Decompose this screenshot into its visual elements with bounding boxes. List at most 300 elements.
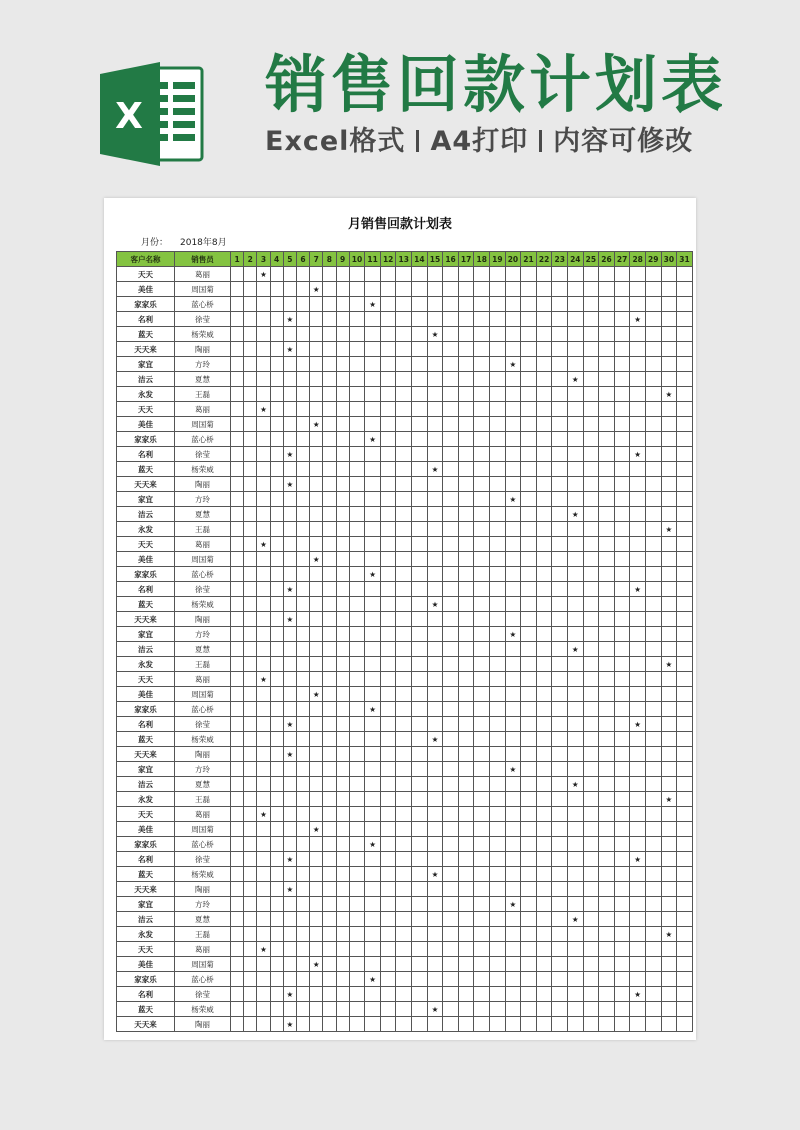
day-cell[interactable] bbox=[244, 327, 257, 342]
day-cell[interactable] bbox=[244, 687, 257, 702]
day-cell[interactable] bbox=[474, 522, 490, 537]
day-cell[interactable] bbox=[568, 972, 584, 987]
day-cell[interactable] bbox=[270, 792, 283, 807]
day-cell[interactable] bbox=[599, 1002, 615, 1017]
day-cell[interactable] bbox=[568, 852, 584, 867]
day-cell[interactable] bbox=[614, 492, 630, 507]
day-cell[interactable] bbox=[630, 672, 646, 687]
day-cell[interactable] bbox=[614, 807, 630, 822]
day-cell[interactable] bbox=[365, 537, 381, 552]
day-cell[interactable] bbox=[536, 762, 552, 777]
day-cell[interactable] bbox=[380, 507, 396, 522]
day-cell[interactable] bbox=[677, 732, 693, 747]
day-cell[interactable] bbox=[244, 792, 257, 807]
day-cell[interactable] bbox=[257, 972, 270, 987]
day-cell[interactable] bbox=[505, 612, 521, 627]
day-cell[interactable] bbox=[583, 417, 599, 432]
day-cell[interactable] bbox=[244, 417, 257, 432]
day-cell[interactable] bbox=[296, 717, 309, 732]
day-cell[interactable] bbox=[296, 1017, 309, 1032]
day-cell[interactable] bbox=[231, 762, 244, 777]
day-cell[interactable] bbox=[599, 912, 615, 927]
payment-star-cell[interactable]: ★ bbox=[661, 522, 677, 537]
payment-star-cell[interactable]: ★ bbox=[257, 402, 270, 417]
day-cell[interactable] bbox=[231, 537, 244, 552]
day-cell[interactable] bbox=[474, 672, 490, 687]
day-cell[interactable] bbox=[490, 492, 506, 507]
salesperson-cell[interactable]: 徐莹 bbox=[175, 312, 231, 327]
day-cell[interactable] bbox=[458, 837, 474, 852]
day-cell[interactable] bbox=[552, 1002, 568, 1017]
day-cell[interactable] bbox=[412, 387, 428, 402]
day-cell[interactable] bbox=[365, 912, 381, 927]
day-cell[interactable] bbox=[583, 312, 599, 327]
day-cell[interactable] bbox=[380, 522, 396, 537]
day-cell[interactable] bbox=[257, 822, 270, 837]
day-cell[interactable] bbox=[270, 912, 283, 927]
day-cell[interactable] bbox=[396, 837, 412, 852]
day-cell[interactable] bbox=[427, 552, 443, 567]
payment-star-cell[interactable]: ★ bbox=[630, 987, 646, 1002]
day-cell[interactable] bbox=[257, 612, 270, 627]
day-cell[interactable] bbox=[568, 837, 584, 852]
day-cell[interactable] bbox=[349, 867, 365, 882]
day-cell[interactable] bbox=[458, 342, 474, 357]
day-cell[interactable] bbox=[677, 327, 693, 342]
day-cell[interactable] bbox=[244, 702, 257, 717]
day-cell[interactable] bbox=[474, 582, 490, 597]
day-cell[interactable] bbox=[490, 687, 506, 702]
day-cell[interactable] bbox=[677, 1017, 693, 1032]
day-cell[interactable] bbox=[536, 462, 552, 477]
day-cell[interactable] bbox=[661, 402, 677, 417]
day-cell[interactable] bbox=[244, 507, 257, 522]
day-cell[interactable] bbox=[614, 537, 630, 552]
day-cell[interactable] bbox=[396, 357, 412, 372]
day-cell[interactable] bbox=[568, 342, 584, 357]
day-cell[interactable] bbox=[396, 882, 412, 897]
day-cell[interactable] bbox=[349, 342, 365, 357]
day-cell[interactable] bbox=[231, 957, 244, 972]
day-cell[interactable] bbox=[505, 507, 521, 522]
day-cell[interactable] bbox=[474, 897, 490, 912]
day-cell[interactable] bbox=[427, 492, 443, 507]
day-cell[interactable] bbox=[490, 867, 506, 882]
salesperson-cell[interactable]: 方玲 bbox=[175, 357, 231, 372]
day-cell[interactable] bbox=[296, 342, 309, 357]
day-cell[interactable] bbox=[323, 717, 336, 732]
day-cell[interactable] bbox=[380, 852, 396, 867]
day-cell[interactable] bbox=[599, 747, 615, 762]
day-cell[interactable] bbox=[396, 507, 412, 522]
day-cell[interactable] bbox=[614, 582, 630, 597]
day-cell[interactable] bbox=[490, 567, 506, 582]
day-cell[interactable] bbox=[568, 1002, 584, 1017]
day-cell[interactable] bbox=[231, 1017, 244, 1032]
day-cell[interactable] bbox=[568, 732, 584, 747]
day-cell[interactable] bbox=[474, 462, 490, 477]
day-cell[interactable] bbox=[427, 522, 443, 537]
day-cell[interactable] bbox=[336, 1002, 349, 1017]
day-cell[interactable] bbox=[310, 837, 323, 852]
salesperson-cell[interactable]: 周国菊 bbox=[175, 282, 231, 297]
day-cell[interactable] bbox=[583, 267, 599, 282]
day-cell[interactable] bbox=[310, 627, 323, 642]
day-cell[interactable] bbox=[474, 267, 490, 282]
payment-star-cell[interactable]: ★ bbox=[661, 387, 677, 402]
customer-cell[interactable]: 美佳 bbox=[117, 687, 175, 702]
day-cell[interactable] bbox=[474, 747, 490, 762]
day-cell[interactable] bbox=[349, 507, 365, 522]
day-cell[interactable] bbox=[614, 297, 630, 312]
salesperson-cell[interactable]: 葛丽 bbox=[175, 402, 231, 417]
day-cell[interactable] bbox=[458, 657, 474, 672]
day-cell[interactable] bbox=[310, 852, 323, 867]
day-cell[interactable] bbox=[630, 912, 646, 927]
salesperson-cell[interactable]: 杨荣威 bbox=[175, 1002, 231, 1017]
day-cell[interactable] bbox=[323, 477, 336, 492]
day-cell[interactable] bbox=[474, 567, 490, 582]
day-cell[interactable] bbox=[283, 282, 296, 297]
day-cell[interactable] bbox=[521, 477, 537, 492]
day-cell[interactable] bbox=[645, 567, 661, 582]
day-cell[interactable] bbox=[336, 1017, 349, 1032]
day-cell[interactable] bbox=[396, 807, 412, 822]
day-cell[interactable] bbox=[443, 732, 459, 747]
day-cell[interactable] bbox=[677, 792, 693, 807]
day-cell[interactable] bbox=[677, 972, 693, 987]
day-cell[interactable] bbox=[443, 537, 459, 552]
day-cell[interactable] bbox=[244, 537, 257, 552]
payment-star-cell[interactable]: ★ bbox=[310, 687, 323, 702]
day-cell[interactable] bbox=[323, 897, 336, 912]
day-cell[interactable] bbox=[365, 387, 381, 402]
day-cell[interactable] bbox=[396, 447, 412, 462]
day-cell[interactable] bbox=[552, 327, 568, 342]
day-cell[interactable] bbox=[323, 282, 336, 297]
day-cell[interactable] bbox=[552, 732, 568, 747]
day-cell[interactable] bbox=[521, 342, 537, 357]
day-cell[interactable] bbox=[552, 582, 568, 597]
day-cell[interactable] bbox=[296, 282, 309, 297]
day-cell[interactable] bbox=[521, 927, 537, 942]
payment-star-cell[interactable]: ★ bbox=[283, 747, 296, 762]
day-cell[interactable] bbox=[231, 837, 244, 852]
day-cell[interactable] bbox=[270, 552, 283, 567]
day-cell[interactable] bbox=[323, 807, 336, 822]
day-cell[interactable] bbox=[521, 777, 537, 792]
day-cell[interactable] bbox=[536, 282, 552, 297]
day-cell[interactable] bbox=[474, 357, 490, 372]
day-cell[interactable] bbox=[323, 957, 336, 972]
day-cell[interactable] bbox=[380, 912, 396, 927]
day-cell[interactable] bbox=[412, 717, 428, 732]
day-cell[interactable] bbox=[505, 297, 521, 312]
day-cell[interactable] bbox=[614, 777, 630, 792]
day-cell[interactable] bbox=[380, 627, 396, 642]
day-cell[interactable] bbox=[521, 552, 537, 567]
day-cell[interactable] bbox=[630, 402, 646, 417]
day-cell[interactable] bbox=[661, 702, 677, 717]
day-cell[interactable] bbox=[443, 507, 459, 522]
day-cell[interactable] bbox=[614, 432, 630, 447]
day-cell[interactable] bbox=[365, 507, 381, 522]
day-cell[interactable] bbox=[412, 372, 428, 387]
day-cell[interactable] bbox=[380, 732, 396, 747]
day-cell[interactable] bbox=[244, 1002, 257, 1017]
day-cell[interactable] bbox=[474, 1002, 490, 1017]
day-cell[interactable] bbox=[599, 297, 615, 312]
day-cell[interactable] bbox=[583, 1017, 599, 1032]
day-cell[interactable] bbox=[336, 687, 349, 702]
salesperson-cell[interactable]: 蓝心桥 bbox=[175, 297, 231, 312]
day-cell[interactable] bbox=[505, 837, 521, 852]
day-cell[interactable] bbox=[458, 312, 474, 327]
day-cell[interactable] bbox=[677, 522, 693, 537]
day-cell[interactable] bbox=[614, 717, 630, 732]
day-cell[interactable] bbox=[257, 447, 270, 462]
payment-star-cell[interactable]: ★ bbox=[257, 267, 270, 282]
day-cell[interactable] bbox=[614, 702, 630, 717]
day-cell[interactable] bbox=[599, 792, 615, 807]
day-cell[interactable] bbox=[296, 942, 309, 957]
day-cell[interactable] bbox=[396, 897, 412, 912]
day-cell[interactable] bbox=[630, 657, 646, 672]
day-cell[interactable] bbox=[583, 342, 599, 357]
day-cell[interactable] bbox=[505, 477, 521, 492]
customer-cell[interactable]: 天天 bbox=[117, 942, 175, 957]
payment-star-cell[interactable]: ★ bbox=[427, 327, 443, 342]
day-cell[interactable] bbox=[661, 417, 677, 432]
day-cell[interactable] bbox=[583, 447, 599, 462]
day-cell[interactable] bbox=[380, 447, 396, 462]
day-cell[interactable] bbox=[283, 537, 296, 552]
day-cell[interactable] bbox=[412, 477, 428, 492]
day-cell[interactable] bbox=[599, 657, 615, 672]
salesperson-cell[interactable]: 陶丽 bbox=[175, 747, 231, 762]
day-cell[interactable] bbox=[380, 762, 396, 777]
day-cell[interactable] bbox=[349, 297, 365, 312]
customer-cell[interactable]: 美佳 bbox=[117, 552, 175, 567]
day-cell[interactable] bbox=[412, 282, 428, 297]
day-cell[interactable] bbox=[427, 357, 443, 372]
day-cell[interactable] bbox=[677, 567, 693, 582]
customer-cell[interactable]: 天天 bbox=[117, 807, 175, 822]
day-cell[interactable] bbox=[443, 972, 459, 987]
day-cell[interactable] bbox=[599, 432, 615, 447]
day-cell[interactable] bbox=[458, 777, 474, 792]
day-cell[interactable] bbox=[323, 432, 336, 447]
day-cell[interactable] bbox=[614, 522, 630, 537]
day-cell[interactable] bbox=[323, 747, 336, 762]
day-cell[interactable] bbox=[536, 417, 552, 432]
day-cell[interactable] bbox=[323, 687, 336, 702]
day-cell[interactable] bbox=[536, 297, 552, 312]
day-cell[interactable] bbox=[661, 432, 677, 447]
day-cell[interactable] bbox=[614, 567, 630, 582]
day-cell[interactable] bbox=[661, 492, 677, 507]
day-cell[interactable] bbox=[568, 942, 584, 957]
payment-star-cell[interactable]: ★ bbox=[661, 792, 677, 807]
day-cell[interactable] bbox=[296, 732, 309, 747]
day-cell[interactable] bbox=[336, 657, 349, 672]
day-cell[interactable] bbox=[270, 672, 283, 687]
day-cell[interactable] bbox=[231, 792, 244, 807]
day-cell[interactable] bbox=[599, 882, 615, 897]
day-cell[interactable] bbox=[365, 552, 381, 567]
day-cell[interactable] bbox=[630, 837, 646, 852]
customer-cell[interactable]: 洁云 bbox=[117, 912, 175, 927]
day-cell[interactable] bbox=[505, 432, 521, 447]
customer-cell[interactable]: 蓝天 bbox=[117, 327, 175, 342]
day-cell[interactable] bbox=[323, 762, 336, 777]
day-cell[interactable] bbox=[310, 882, 323, 897]
day-cell[interactable] bbox=[458, 372, 474, 387]
day-cell[interactable] bbox=[677, 597, 693, 612]
day-cell[interactable] bbox=[521, 432, 537, 447]
day-cell[interactable] bbox=[380, 567, 396, 582]
day-cell[interactable] bbox=[310, 807, 323, 822]
day-cell[interactable] bbox=[490, 657, 506, 672]
day-cell[interactable] bbox=[296, 417, 309, 432]
payment-star-cell[interactable]: ★ bbox=[257, 942, 270, 957]
day-cell[interactable] bbox=[505, 957, 521, 972]
day-cell[interactable] bbox=[310, 507, 323, 522]
day-cell[interactable] bbox=[552, 702, 568, 717]
day-cell[interactable] bbox=[458, 267, 474, 282]
day-cell[interactable] bbox=[336, 777, 349, 792]
day-cell[interactable] bbox=[458, 1002, 474, 1017]
day-cell[interactable] bbox=[568, 477, 584, 492]
day-cell[interactable] bbox=[270, 462, 283, 477]
day-cell[interactable] bbox=[599, 417, 615, 432]
day-cell[interactable] bbox=[296, 507, 309, 522]
day-cell[interactable] bbox=[474, 552, 490, 567]
day-cell[interactable] bbox=[270, 432, 283, 447]
day-cell[interactable] bbox=[323, 297, 336, 312]
day-cell[interactable] bbox=[490, 522, 506, 537]
day-cell[interactable] bbox=[244, 642, 257, 657]
day-cell[interactable] bbox=[568, 417, 584, 432]
day-cell[interactable] bbox=[380, 477, 396, 492]
day-cell[interactable] bbox=[583, 372, 599, 387]
day-cell[interactable] bbox=[458, 912, 474, 927]
payment-star-cell[interactable]: ★ bbox=[310, 552, 323, 567]
day-cell[interactable] bbox=[443, 327, 459, 342]
customer-cell[interactable]: 天天来 bbox=[117, 882, 175, 897]
day-cell[interactable] bbox=[630, 957, 646, 972]
day-cell[interactable] bbox=[677, 882, 693, 897]
day-cell[interactable] bbox=[645, 867, 661, 882]
day-cell[interactable] bbox=[614, 972, 630, 987]
day-cell[interactable] bbox=[661, 552, 677, 567]
day-cell[interactable] bbox=[599, 927, 615, 942]
day-cell[interactable] bbox=[505, 342, 521, 357]
customer-cell[interactable]: 家宜 bbox=[117, 492, 175, 507]
day-cell[interactable] bbox=[412, 867, 428, 882]
day-cell[interactable] bbox=[296, 882, 309, 897]
day-cell[interactable] bbox=[443, 882, 459, 897]
day-cell[interactable] bbox=[283, 657, 296, 672]
day-cell[interactable] bbox=[443, 702, 459, 717]
salesperson-cell[interactable]: 陶丽 bbox=[175, 477, 231, 492]
day-cell[interactable] bbox=[270, 837, 283, 852]
day-cell[interactable] bbox=[323, 822, 336, 837]
day-cell[interactable] bbox=[474, 792, 490, 807]
day-cell[interactable] bbox=[521, 582, 537, 597]
day-cell[interactable] bbox=[474, 507, 490, 522]
day-cell[interactable] bbox=[458, 402, 474, 417]
day-cell[interactable] bbox=[257, 897, 270, 912]
day-cell[interactable] bbox=[349, 282, 365, 297]
customer-cell[interactable]: 永发 bbox=[117, 522, 175, 537]
day-cell[interactable] bbox=[458, 387, 474, 402]
day-cell[interactable] bbox=[323, 657, 336, 672]
day-cell[interactable] bbox=[296, 267, 309, 282]
day-cell[interactable] bbox=[231, 867, 244, 882]
day-cell[interactable] bbox=[490, 672, 506, 687]
payment-star-cell[interactable]: ★ bbox=[568, 912, 584, 927]
day-cell[interactable] bbox=[521, 837, 537, 852]
day-cell[interactable] bbox=[599, 447, 615, 462]
salesperson-cell[interactable]: 周国菊 bbox=[175, 822, 231, 837]
day-cell[interactable] bbox=[536, 477, 552, 492]
day-cell[interactable] bbox=[490, 837, 506, 852]
day-cell[interactable] bbox=[599, 477, 615, 492]
day-cell[interactable] bbox=[458, 972, 474, 987]
day-cell[interactable] bbox=[490, 957, 506, 972]
day-cell[interactable] bbox=[231, 432, 244, 447]
day-cell[interactable] bbox=[458, 852, 474, 867]
day-cell[interactable] bbox=[458, 987, 474, 1002]
day-cell[interactable] bbox=[536, 687, 552, 702]
day-cell[interactable] bbox=[661, 597, 677, 612]
day-cell[interactable] bbox=[231, 297, 244, 312]
day-cell[interactable] bbox=[630, 357, 646, 372]
day-cell[interactable] bbox=[614, 627, 630, 642]
day-cell[interactable] bbox=[458, 417, 474, 432]
day-cell[interactable] bbox=[536, 402, 552, 417]
day-cell[interactable] bbox=[283, 942, 296, 957]
day-cell[interactable] bbox=[231, 882, 244, 897]
day-cell[interactable] bbox=[427, 387, 443, 402]
day-cell[interactable] bbox=[283, 267, 296, 282]
day-cell[interactable] bbox=[614, 822, 630, 837]
day-cell[interactable] bbox=[568, 567, 584, 582]
day-cell[interactable] bbox=[427, 507, 443, 522]
day-cell[interactable] bbox=[270, 702, 283, 717]
day-cell[interactable] bbox=[365, 957, 381, 972]
day-cell[interactable] bbox=[599, 1017, 615, 1032]
day-cell[interactable] bbox=[427, 882, 443, 897]
day-cell[interactable] bbox=[599, 957, 615, 972]
day-cell[interactable] bbox=[583, 432, 599, 447]
day-cell[interactable] bbox=[661, 1002, 677, 1017]
day-cell[interactable] bbox=[349, 702, 365, 717]
day-cell[interactable] bbox=[365, 822, 381, 837]
day-cell[interactable] bbox=[257, 357, 270, 372]
day-cell[interactable] bbox=[244, 282, 257, 297]
day-cell[interactable] bbox=[349, 657, 365, 672]
day-cell[interactable] bbox=[661, 732, 677, 747]
day-cell[interactable] bbox=[380, 777, 396, 792]
day-cell[interactable] bbox=[310, 372, 323, 387]
customer-cell[interactable]: 天天 bbox=[117, 537, 175, 552]
day-cell[interactable] bbox=[231, 342, 244, 357]
day-cell[interactable] bbox=[568, 357, 584, 372]
day-cell[interactable] bbox=[568, 597, 584, 612]
day-cell[interactable] bbox=[552, 837, 568, 852]
